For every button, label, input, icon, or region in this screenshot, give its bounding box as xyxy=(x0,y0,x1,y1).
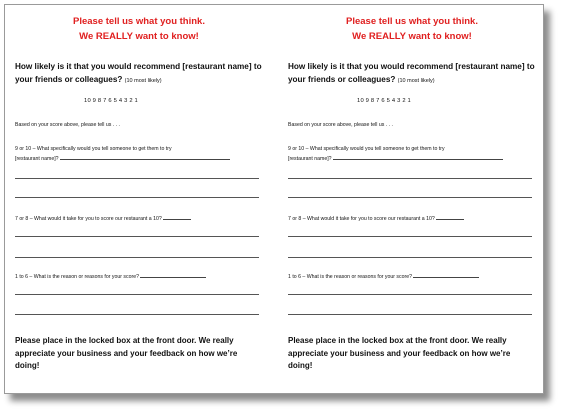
answer-line[interactable] xyxy=(15,257,259,258)
question-text: How likely is it that you would recommend [restaurant name] to your friends or colleagues? xyxy=(288,62,535,84)
question-hint: (10 most likely) xyxy=(397,78,435,84)
answer-line[interactable] xyxy=(288,178,532,179)
answer-blank[interactable] xyxy=(60,153,230,160)
question-text: How likely is it that you would recommend [restaurant name] to your friends or colleagues? xyxy=(15,62,262,84)
feedback-card-right xyxy=(286,5,538,393)
answer-line[interactable] xyxy=(15,294,259,295)
score-prompt: Based on your score above, please tell us . . . xyxy=(15,122,120,128)
headline-line-2: We REALLY want to know! xyxy=(352,31,472,42)
section-detractors-line-1: 1 to 6 – What is the reason or reasons for your score? xyxy=(288,271,479,281)
section-promoters-line-2: [restaurant name]? xyxy=(15,153,230,163)
answer-blank[interactable] xyxy=(413,271,479,278)
headline-line-1: Please tell us what you think. xyxy=(73,16,205,27)
rating-scale: 10 9 8 7 6 5 4 3 2 1 xyxy=(357,98,411,104)
closing-note: Please place in the locked box at the front door. We really appreciate your business and your feedback on how we’re doing! xyxy=(288,336,511,370)
section-promoters-line-1: 9 or 10 – What specifically would you tell someone to get them to try xyxy=(288,146,445,152)
answer-blank[interactable] xyxy=(333,153,503,160)
answer-blank[interactable] xyxy=(436,213,464,220)
section-promoters-line-1: 9 or 10 – What specifically would you tell someone to get them to try xyxy=(15,146,172,152)
answer-line[interactable] xyxy=(288,236,532,237)
section-passives-line-1: 7 or 8 – What would it take for you to score our restaurant a 10? xyxy=(15,213,191,223)
answer-line[interactable] xyxy=(15,236,259,237)
recommend-question xyxy=(288,60,538,88)
answer-line[interactable] xyxy=(288,197,532,198)
rating-scale: 10 9 8 7 6 5 4 3 2 1 xyxy=(84,98,138,104)
answer-line[interactable] xyxy=(15,178,259,179)
feedback-card-left xyxy=(13,5,265,393)
answer-line[interactable] xyxy=(15,314,259,315)
feedback-sheet xyxy=(4,4,544,394)
question-hint: (10 most likely) xyxy=(124,78,162,84)
headline-line-2: We REALLY want to know! xyxy=(79,31,199,42)
answer-line[interactable] xyxy=(288,257,532,258)
section-passives-line-1: 7 or 8 – What would it take for you to score our restaurant a 10? xyxy=(288,213,464,223)
answer-line[interactable] xyxy=(288,314,532,315)
section-detractors-line-1: 1 to 6 – What is the reason or reasons for your score? xyxy=(15,271,206,281)
answer-blank[interactable] xyxy=(163,213,191,220)
answer-blank[interactable] xyxy=(140,271,206,278)
section-promoters-line-2: [restaurant name]? xyxy=(288,153,503,163)
score-prompt: Based on your score above, please tell us . . . xyxy=(288,122,393,128)
answer-line[interactable] xyxy=(15,197,259,198)
answer-line[interactable] xyxy=(288,294,532,295)
headline-line-1: Please tell us what you think. xyxy=(346,16,478,27)
recommend-question xyxy=(15,60,265,88)
closing-note: Please place in the locked box at the front door. We really appreciate your business and your feedback on how we’re doing! xyxy=(15,336,238,370)
